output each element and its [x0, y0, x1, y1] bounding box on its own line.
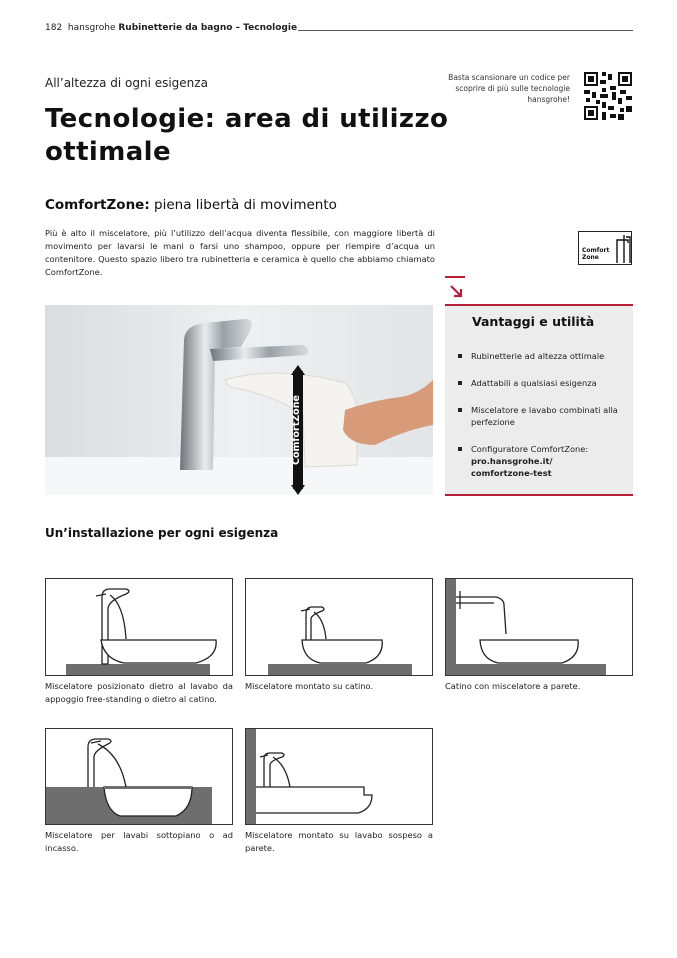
arrow-down-right-icon: [449, 284, 463, 298]
caption-wall-bowl: Catino con miscelatore a parete.: [445, 681, 581, 691]
config-link[interactable]: pro.hansgrohe.it/: [471, 456, 553, 466]
caption-freestanding: Miscelatore posizionato dietro al lavabo da appoggio free-standing o dietro al catino.: [45, 681, 233, 704]
install-diagram-bowl-mounted: [245, 578, 433, 676]
page-number: 182: [45, 23, 63, 33]
advantages-panel: [445, 306, 633, 494]
list-item: Miscelatore e lavabo combinati alla perfezione: [457, 404, 627, 428]
list-item: [457, 443, 627, 479]
section-title: Un’installazione per ogni esigenza: [45, 526, 279, 540]
page-title: Tecnologie: area di utilizzo ottimale: [45, 104, 449, 167]
comfortzone-logo: [578, 231, 632, 265]
caption-wall-hung: Miscelatore montato su lavabo sospeso a parete.: [245, 830, 433, 853]
caption-bowl-mounted: Miscelatore montato su catino.: [245, 681, 374, 691]
install-diagram-freestanding: [45, 578, 233, 676]
product-photo: [45, 305, 433, 495]
qr-caption: Basta scansionare un codice per scoprire di più sulle tecnologie hansgrohe!: [448, 73, 570, 104]
subtitle-rest: piena libertà di movimento: [149, 197, 337, 213]
advantages-list: [457, 350, 627, 494]
faucet-icon: [609, 234, 631, 264]
qr-code-icon[interactable]: [584, 72, 632, 120]
install-diagram-undercounter: [45, 728, 233, 825]
subtitle: [45, 197, 337, 213]
config-link-cont[interactable]: comfortzone-test: [471, 468, 552, 478]
arrow-accent-line: [445, 276, 465, 278]
page-header: [45, 23, 297, 33]
kicker-text: All’altezza di ogni esigenza: [45, 76, 208, 90]
body-text: Più è alto il miscelatore, più l’utilizzo dell’acqua diventa flessibile, con maggiore libertà di movimento per lavarsi le mani o farsi uno shampoo, oppure per riempire d’acqua un contenitore. Questo spazio libero tra rubinetteria e ceramica è quello che abbiamo chiamato ComfortZone.: [45, 228, 435, 277]
logo-line1: Comfort: [582, 247, 610, 254]
logo-line2: Zone: [582, 254, 599, 261]
advantages-title: Vantaggi e utilità: [472, 314, 595, 329]
list-item: Rubinetterie ad altezza ottimale: [457, 350, 627, 362]
brand-name: hansgrohe: [67, 23, 116, 33]
section-name: Rubinetterie da bagno – Tecnologie: [118, 23, 298, 33]
config-label: Configuratore ComfortZone:: [471, 444, 589, 454]
panel-bottom-rule: [445, 494, 633, 496]
header-rule: [298, 30, 633, 31]
caption-undercounter: Miscelatore per lavabi sottopiano o ad incasso.: [45, 830, 233, 853]
subtitle-bold: ComfortZone:: [45, 197, 150, 213]
install-diagram-wall-bowl: [445, 578, 633, 676]
install-diagram-wall-hung: [245, 728, 433, 825]
comfortzone-label: ComfortZone: [291, 395, 302, 465]
list-item: Adattabili a qualsiasi esigenza: [457, 377, 627, 389]
